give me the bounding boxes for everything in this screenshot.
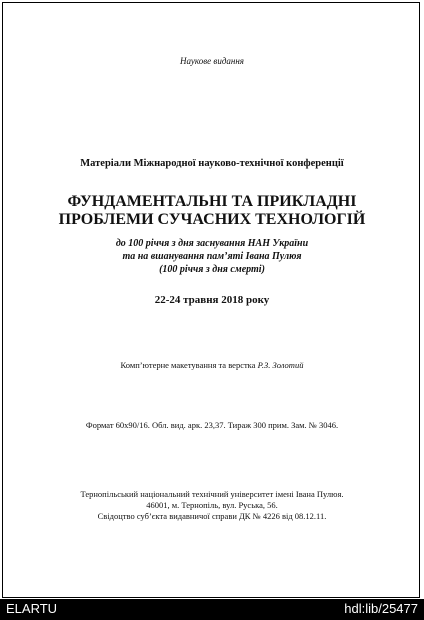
layout-credit-text: Комп’ютерне макетування та верстка bbox=[120, 360, 256, 370]
title-line-2: ПРОБЛЕМИ СУЧАСНИХ ТЕХНОЛОГІЙ bbox=[58, 211, 366, 228]
subtitle-line-2: та на вшанування пам’яті Івана Пулюя bbox=[122, 251, 302, 262]
repository-footer-bar bbox=[0, 599, 424, 620]
title-line-1: ФУНДАМЕНТАЛЬНІ ТА ПРИКЛАДНІ bbox=[67, 193, 357, 210]
conference-heading: Матеріали Міжнародної науково-технічної конференції bbox=[80, 158, 344, 169]
publisher-line-2: 46001, м. Тернопіль, вул. Руська, 56. bbox=[146, 500, 278, 510]
subtitle-line-3: (100 річчя з дня смерті) bbox=[159, 264, 265, 275]
repository-name: ELARTU bbox=[6, 601, 58, 616]
subtitle-line-1: до 100 річчя з дня заснування НАН України bbox=[115, 238, 309, 249]
publisher-line-1: Тернопільський національний технічний університет імені Івана Пулюя. bbox=[80, 489, 344, 499]
publication-type-label: Наукове видання bbox=[180, 56, 244, 66]
handle-id: hdl:lib/25477 bbox=[344, 601, 418, 616]
layout-credit bbox=[3, 360, 421, 370]
publisher-line-3: Свідоцтво суб’єкта видавничої справи ДК № 4226 від 08.12.11. bbox=[97, 511, 327, 521]
print-format-line: Формат 60х90/16. Обл. вид. арк. 23,37. Тираж 300 прим. Зам. № 3046. bbox=[85, 420, 339, 430]
document-page bbox=[2, 2, 420, 598]
layout-credit-person: Р.З. Золотий bbox=[257, 360, 304, 370]
conference-date: 22-24 травня 2018 року bbox=[154, 294, 270, 306]
